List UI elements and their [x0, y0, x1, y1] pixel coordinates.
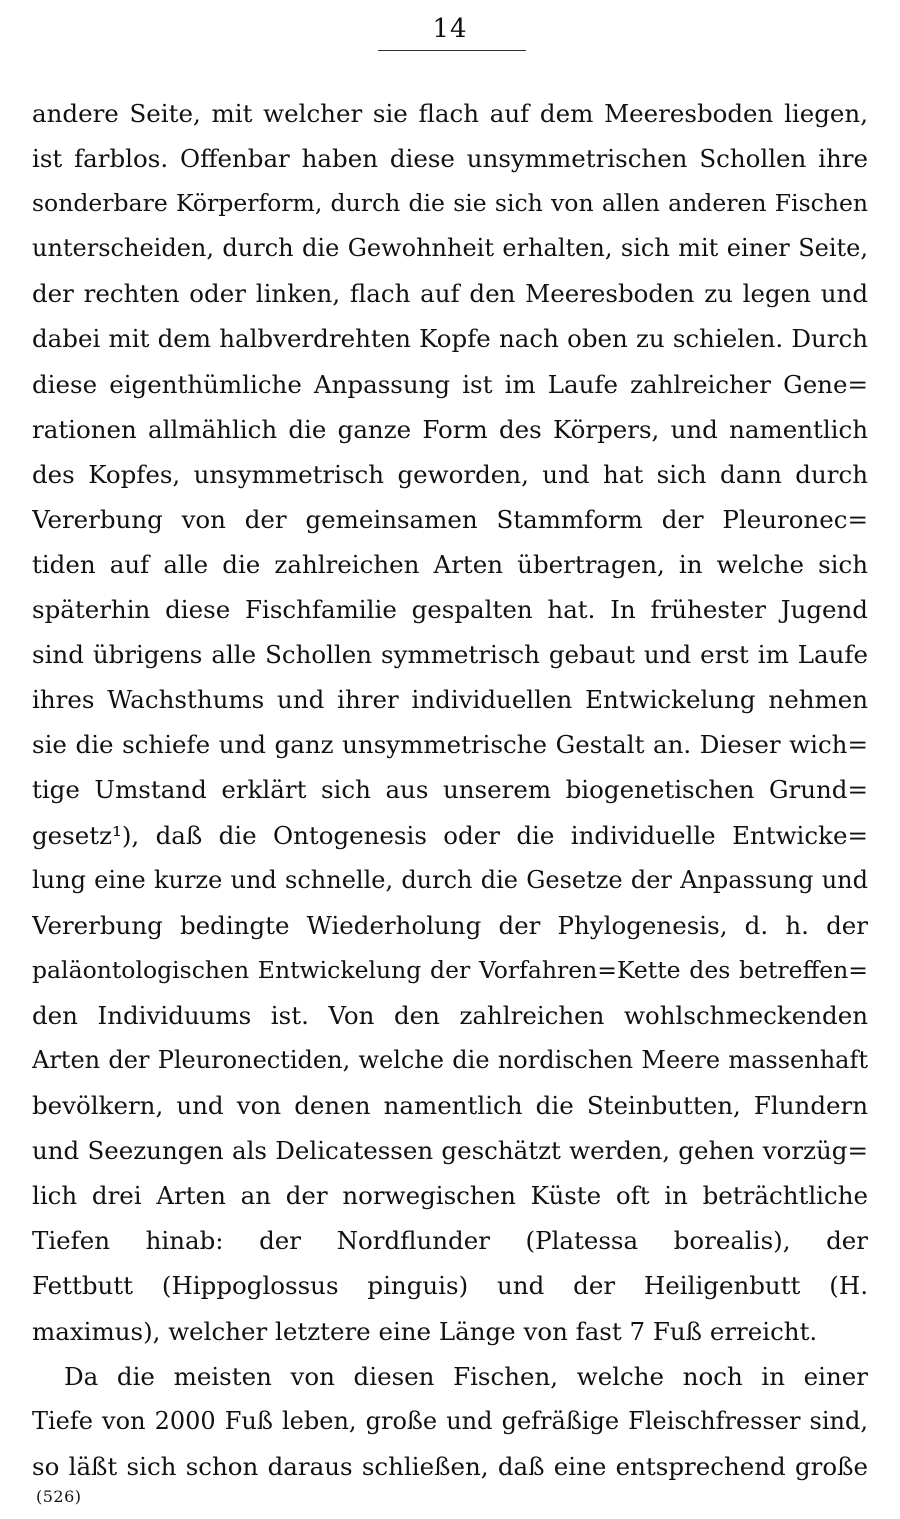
text-line: Fettbutt (Hippoglossus pinguis) und der Heiligenbutt (H.: [32, 1271, 868, 1301]
text-line: maximus), welcher letztere eine Länge von fast 7 Fuß erreicht.: [32, 1316, 818, 1346]
text-line: diese eigenthümliche Anpassung ist im Laufe zahlreicher Gene=: [32, 369, 868, 399]
paragraph-2: [32, 1354, 868, 1489]
text-line: andere Seite, mit welcher sie flach auf dem Meeresboden liegen,: [32, 99, 868, 128]
text-line: ihres Wachsthums und ihrer individuellen Entwickelung nehmen: [32, 685, 868, 715]
text-line: Tiefe von 2000 Fuß leben, große und gefräßige Fleischfresser sind,: [32, 1406, 868, 1435]
text-line: späterhin diese Fischfamilie gespalten hat. In frühester Jugend: [32, 595, 868, 625]
text-line: sind übrigens alle Schollen symmetrisch gebaut und erst im Laufe: [32, 640, 868, 670]
paragraph-1: [32, 91, 868, 1354]
text-line: tiden auf alle die zahlreichen Arten übertragen, in welche sich: [32, 549, 868, 579]
body-text: [32, 91, 868, 1489]
text-line: gesetz¹), daß die Ontogenesis oder die individuelle Entwicke=: [32, 820, 868, 850]
text-line: bevölkern, und von denen namentlich die Steinbutten, Flundern: [32, 1091, 868, 1121]
text-line: Da die meisten von diesen Fischen, welche noch in einer: [64, 1361, 868, 1391]
text-line: lung eine kurze und schnelle, durch die Gesetze der Anpassung und: [32, 865, 868, 894]
text-line: so läßt sich schon daraus schließen, daß eine entsprechend große: [32, 1451, 868, 1481]
text-line: des Kopfes, unsymmetrisch geworden, und hat sich dann durch: [32, 459, 868, 489]
page-number: 14: [432, 14, 468, 44]
text-line: sonderbare Körperform, durch die sie sich von allen anderen Fischen: [32, 189, 868, 218]
text-line: Vererbung von der gemeinsamen Stammform der Pleuronec=: [32, 504, 868, 534]
text-line: paläontologischen Entwickelung der Vorfahren=Kette des betreffen=: [32, 955, 868, 984]
text-line: der rechten oder linken, flach auf den Meeresboden zu legen und: [32, 279, 868, 309]
text-line: den Individuums ist. Von den zahlreichen wohlschmeckenden: [32, 1000, 868, 1030]
text-line: rationen allmählich die ganze Form des Körpers, und namentlich: [32, 414, 868, 444]
text-line: tige Umstand erklärt sich aus unserem biogenetischen Grund=: [32, 775, 868, 805]
text-line: lich drei Arten an der norwegischen Küste oft in beträchtliche: [32, 1181, 868, 1211]
printer-signature: (526): [36, 1487, 82, 1506]
text-line: Tiefen hinab: der Nordflunder (Platessa borealis), der: [32, 1226, 868, 1256]
text-line: sie die schiefe und ganz unsymmetrische Gestalt an. Dieser wich=: [32, 730, 868, 760]
text-line: unterscheiden, durch die Gewohnheit erhalten, sich mit einer Seite,: [32, 234, 868, 263]
text-line: Arten der Pleuronectiden, welche die nordischen Meere massenhaft: [32, 1045, 868, 1074]
text-line: Vererbung bedingte Wiederholung der Phylogenesis, d. h. der: [32, 910, 868, 940]
text-line: ist farblos. Offenbar haben diese unsymmetrischen Schollen ihre: [32, 144, 868, 174]
text-line: und Seezungen als Delicatessen geschätzt werden, gehen vorzüg=: [32, 1136, 868, 1166]
header-rule: [378, 50, 526, 51]
text-line: dabei mit dem halbverdrehten Kopfe nach oben zu schielen. Durch: [32, 324, 868, 354]
